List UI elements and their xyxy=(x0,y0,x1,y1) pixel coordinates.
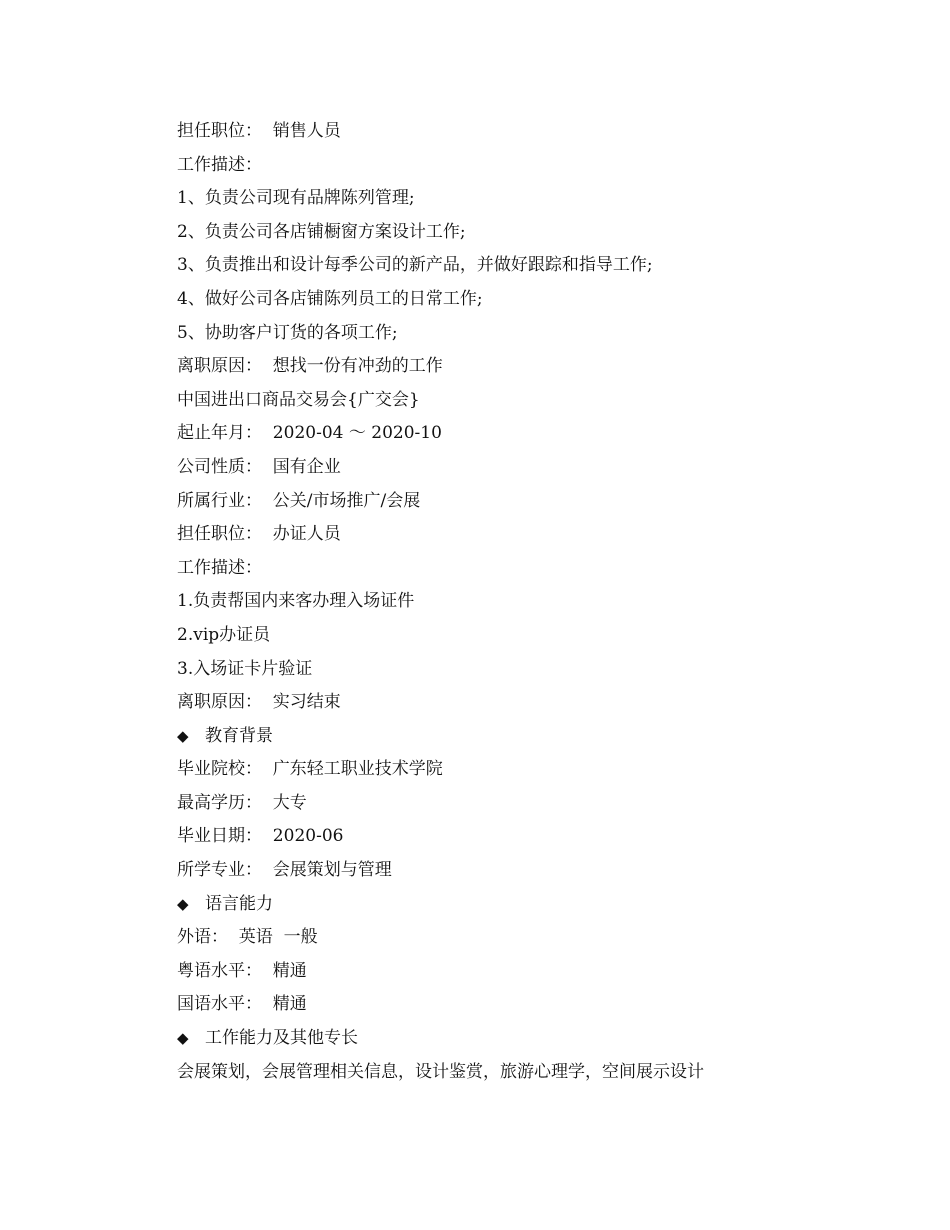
company-name: 中国进出口商品交易会{广交会} xyxy=(177,389,420,410)
leave-reason-line: 离职原因： 实习结束 xyxy=(177,692,341,713)
school-line: 毕业院校： 广东轻工职业技术学院 xyxy=(177,759,443,780)
graduation-date-line: 毕业日期： 2020-06 xyxy=(177,826,344,847)
period-line: 起止年月： 2020-04 ～ 2020-10 xyxy=(177,423,442,444)
major-line: 所学专业： 会展策划与管理 xyxy=(177,860,392,881)
foreign-language-line: 外语： 英语 一般 xyxy=(177,927,318,948)
job-description-label: 工作描述： xyxy=(177,154,262,175)
duty-item: 2.vip办证员 xyxy=(177,624,271,645)
section-heading-skills xyxy=(177,1022,897,1056)
industry-line: 所属行业： 公关/市场推广/会展 xyxy=(177,490,421,511)
leave-reason-line: 离职原因： 想找一份有冲劲的工作 xyxy=(177,356,443,377)
section-heading-language xyxy=(177,888,897,922)
duty-item: 5、协助客户订货的各项工作; xyxy=(177,322,398,343)
company-type-line: 公司性质： 国有企业 xyxy=(177,456,341,477)
duty-item: 3、负责推出和设计每季公司的新产品，并做好跟踪和指导工作; xyxy=(177,255,653,276)
diamond-bullet-icon: ◆ xyxy=(177,726,189,745)
section-heading-education xyxy=(177,720,897,754)
cantonese-line: 粤语水平： 精通 xyxy=(177,960,307,981)
section-heading-label: 工作能力及其他专长 xyxy=(205,1028,358,1049)
section-heading-label: 语言能力 xyxy=(205,893,273,914)
degree-line: 最高学历： 大专 xyxy=(177,792,307,813)
duty-item: 1、负责公司现有品牌陈列管理; xyxy=(177,188,415,209)
diamond-bullet-icon: ◆ xyxy=(177,894,189,913)
skills-line: 会展策划，会展管理相关信息，设计鉴赏，旅游心理学，空间展示设计 xyxy=(177,1061,704,1082)
section-heading-label: 教育背景 xyxy=(205,725,273,746)
mandarin-line: 国语水平： 精通 xyxy=(177,994,307,1015)
resume-page xyxy=(177,115,897,1089)
duty-item: 4、做好公司各店铺陈列员工的日常工作; xyxy=(177,288,483,309)
duty-item: 1.负责帮国内来客办理入场证件 xyxy=(177,591,415,612)
duty-item: 2、负责公司各店铺橱窗方案设计工作; xyxy=(177,221,466,242)
position-line: 担任职位： 办证人员 xyxy=(177,524,341,545)
job-description-label: 工作描述： xyxy=(177,557,262,578)
duty-item: 3.入场证卡片验证 xyxy=(177,658,313,679)
diamond-bullet-icon: ◆ xyxy=(177,1029,189,1048)
position-line: 担任职位： 销售人员 xyxy=(177,121,341,141)
